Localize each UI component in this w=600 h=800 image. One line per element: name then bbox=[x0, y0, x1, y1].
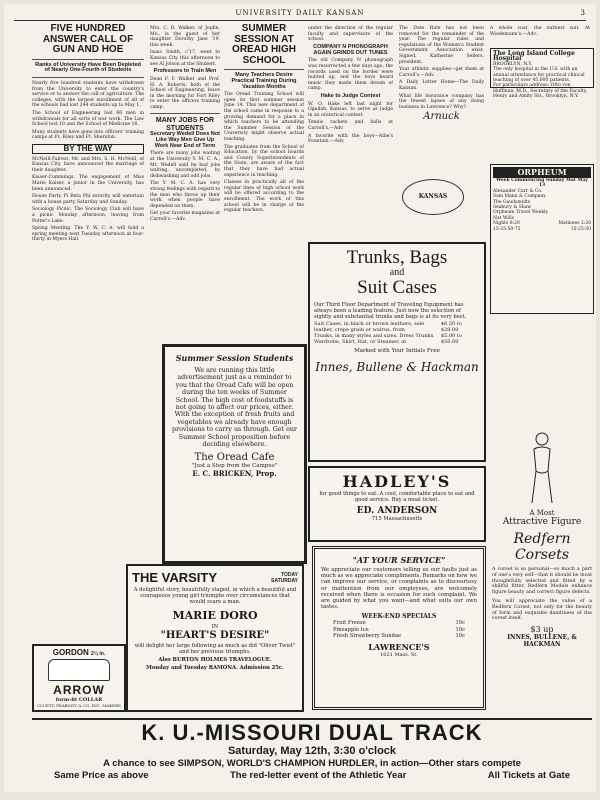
column-5 bbox=[399, 24, 484, 254]
track-meet-banner bbox=[32, 718, 592, 792]
trunks-title-and: and bbox=[389, 267, 405, 278]
column-2 bbox=[150, 24, 220, 334]
hospital-ad bbox=[490, 48, 594, 100]
advert-line: A Daily Letter Home—The Daily Kansan. bbox=[399, 80, 484, 91]
article-paragraph: The School of Engineering lost 66 men in withdrawals for all sorts of war work. The Law School lost 10 and the School of Medicine 16. bbox=[32, 111, 144, 128]
orpheum-act: Nat Wills bbox=[493, 215, 515, 221]
masthead bbox=[14, 6, 586, 21]
subhead-phonograph: COMPANY N PHONOGRAPH AGAIN GRINDS OUT TUNES bbox=[313, 43, 388, 56]
varsity-title: THE VARSITY bbox=[132, 570, 217, 585]
hospital-text: The only hospital in the U.S. with an annual attendance for practical clinical teaching of over 45,000 patients. bbox=[493, 67, 585, 84]
varsity-play: "HEART'S DESIRE" bbox=[160, 629, 270, 641]
advert-line: What life insurance company has the fewest lapses of any doing business in Lawrence? Why? bbox=[399, 93, 484, 110]
trunks-title: Trunks, Bags bbox=[346, 247, 448, 268]
social-item: McNeill-Fairest. Mr. and Mrs. S. H. McNeill, of Kansas City, have announced the marriage of their daughter. bbox=[32, 156, 144, 173]
column-1 bbox=[32, 24, 144, 634]
headline-five-hundred: FIVE HUNDRED ANSWER CALL OF GUN AND HOE bbox=[42, 24, 134, 55]
article-paragraph: Isaac Smith, c'17, went to Kansas City this afternoon to see Al Jolson at the Shubert. bbox=[150, 50, 220, 67]
orpheum-matinees: Matinees 2:20 bbox=[558, 221, 591, 227]
special-name: Pineapple Ice bbox=[333, 626, 369, 633]
varsity-star: MARIE DORO bbox=[172, 608, 258, 622]
article-paragraph: Mrs. C. R. Walker, of Joplin, Mo., is the guest of her daughter Dorothy Jane '19, this week. bbox=[150, 26, 220, 48]
orpheum-night-prices: 15-25-50-75 bbox=[493, 226, 521, 232]
hospital-subtitle: BROOKLYN, N.Y. bbox=[493, 61, 533, 67]
service-address: 1021 Mass. St. bbox=[380, 652, 418, 659]
article-paragraph: The Date Rule has not been removed for the remainder of the year. The regular rules and regulations of the Women's Student Government Association exist. Signed, Katherine Sellers, president. bbox=[399, 26, 484, 65]
subhead-ranks: Ranks of University Have Been Depleted of Nearly One-Fourth of Students bbox=[35, 61, 141, 74]
varsity-note: will delight her large following as much as did "Oliver Twist" and her previous triumphs. bbox=[134, 642, 296, 656]
column-6 bbox=[490, 24, 590, 48]
hadleys-title: HADLEY'S bbox=[342, 472, 452, 491]
page-number: 3 bbox=[580, 9, 586, 17]
social-item: House Party. Pi Beta Phi sorority will entertain with a house party Saturday and Sunday. bbox=[32, 194, 144, 205]
service-signature: LAWRENCE'S bbox=[368, 642, 430, 653]
trunks-item-label: Trunks, in many styles and sizes. Dress Trunks, Wardrobe, Skirt, Hat, or Steamer, at bbox=[314, 332, 435, 345]
subhead-professors: Professors to Train Men bbox=[153, 68, 217, 75]
orpheum-act: Alexander Carr & Co. bbox=[493, 188, 543, 194]
trunks-item bbox=[314, 321, 480, 333]
social-item: Spring Meeting. The Y. W. C. A. will hold a spring meeting next Tuesday afternoon at four-thirty in Myers Hall. bbox=[32, 226, 144, 243]
orpheum-matinee-prices: 15-25-50 bbox=[570, 226, 591, 232]
hospital-text: For particulars address: Otto von Huffman, M.D., Secretary of the Faculty, Henry and Amity Sts., Brooklyn, N.Y. bbox=[493, 83, 588, 100]
special-price: 10c bbox=[455, 626, 465, 633]
trunks-item-label: Suit Cases, in black or brown leathers, sole leather, crepe grain or walrus, from bbox=[314, 320, 425, 333]
article-paragraph: Nearly five hundred students have withdrawn from the University to enter the country's service or to answer the call of agriculture. The colleges, with the largest enrollment of all of the schools had lost 244 students up to May 1. bbox=[32, 81, 144, 109]
arrow-collar-ad bbox=[32, 644, 126, 712]
trunks-item bbox=[314, 333, 480, 345]
innes-body-2: You will appreciate the value of a Redfern Corset, not only for the beauty of form and exquisite daintiness of the corset itself. bbox=[492, 598, 592, 622]
article-paragraph: The old Company N phonograph was resurrected a few days ago, the records used on the border were hunted up, and the boys heard music they made them dream of camp. bbox=[308, 58, 393, 92]
article-paragraph: W. O. Hake left last night for Ogallah, Kansas, to serve as judge in an oratorical contest. bbox=[308, 101, 393, 118]
subhead-teachers: Many Teachers Desire Practical Training During Vacation Months bbox=[231, 72, 297, 90]
varsity-when: TODAY SATURDAY bbox=[271, 571, 298, 584]
article-paragraph: The Y. M. C. A. has very strong feelings with regard to the men who throw up their work when people have depended on them. bbox=[150, 181, 220, 209]
column-4 bbox=[308, 24, 393, 254]
banner-tickets: All Tickets at Gate bbox=[487, 770, 570, 781]
innes-headline-2: Attractive Figure bbox=[502, 517, 582, 527]
subhead-secretary: Secretary Wedell Does Not Like Way Men Give Up Work Near End of Term bbox=[150, 131, 220, 149]
trunks-marked: Marked with Your Initials Free bbox=[354, 347, 440, 354]
article-paragraph: The graduates from the School of Education, by the school boards and County Superintendents of the State, are aware of the fact that they have had actual experience in teaching. bbox=[224, 144, 304, 178]
subhead-hake: Hake to Judge Contest bbox=[320, 92, 381, 99]
newspaper-page bbox=[4, 4, 596, 792]
redfern-corset-ad bbox=[490, 429, 594, 719]
social-item: Sociology Picnic. The Sociology Club will have a picnic Monday afternoon, leaving from Potter's Lake. bbox=[32, 207, 144, 224]
trunks-item-price: $5.00 to $50.00 bbox=[440, 332, 462, 345]
oread-tagline: "Just a Step from the Campus" bbox=[191, 463, 278, 470]
oread-body: We are running this little advertisement just as a reminder to you that the Oread Cafe will be open during the ten weeks of Summer School. The high cost of foodstuffs is not going to affect our prices, either. With the exception of fresh fruits and vegetables we already have enough provisions to carry us through. Get our Summer School proposition before deciding elsewhere. bbox=[172, 367, 297, 449]
collar-icon bbox=[48, 659, 110, 681]
article-paragraph: There are many jobs waiting at the University Y. M. C. A., Mr. Wedell said he had jobs waiting, uncompleted, by dishwashing and odd jobs. bbox=[150, 151, 220, 179]
orpheum-act: The Gaudsmidts bbox=[493, 199, 531, 205]
varsity-body: A delightful story, beautifully staged, in which a beautiful and courageous young girl triumphs over circumstances that would scare a man. bbox=[133, 587, 297, 606]
trunks-signature: Innes, Bullene & Hackman bbox=[315, 359, 479, 374]
arrow-brand: ARROW bbox=[53, 683, 105, 697]
masthead-title: UNIVERSITY DAILY KANSAN bbox=[235, 9, 365, 17]
advert-line: Tennis rackets and balls at Carroll's.—Adv. bbox=[308, 120, 393, 132]
advert-line: A favorite with the boys—Allie's Fountain.—Adv. bbox=[308, 133, 393, 145]
trunks-title-suitcases: Suit Cases bbox=[357, 277, 437, 298]
column-3 bbox=[224, 24, 304, 334]
hadleys-address: 715 Massachusetts bbox=[371, 515, 423, 522]
special-item bbox=[321, 633, 477, 639]
article-paragraph: Dean F. F. Walker and Prof. H. A. Roberts, both of the School of Engineering, leave in the morning for Fort Riley to enter the officers training camp. bbox=[150, 76, 220, 110]
special-price: 10c bbox=[455, 632, 465, 639]
advert-line: A whole coat, the nattiest suit. At Wiedemann's.—Adv. bbox=[490, 26, 590, 37]
special-name: Fresh Strawberry Sundae bbox=[333, 632, 402, 639]
specials-title: WEEK-END SPECIALS bbox=[361, 613, 437, 621]
woman-figure-icon bbox=[522, 431, 562, 505]
varsity-also: Also BURTON HOLMES TRAVELOGUE. bbox=[158, 657, 272, 664]
oread-cafe-ad bbox=[162, 344, 307, 564]
orpheum-act: Seabury & Shaw bbox=[493, 205, 532, 211]
banner-price: Same Price as above bbox=[54, 770, 149, 781]
trunks-item-price: $6.50 to $20.00 bbox=[440, 320, 462, 333]
kansas-emblem-icon: KANSAS bbox=[402, 179, 464, 215]
advert-line: Your athletic supplies—get them at Carroll's.—Adv. bbox=[399, 67, 484, 78]
article-paragraph: The Oread Training School will open its first summer session June 14. This new department of the school came in response to a growing demand for a place in which teachers to be attending the Summer Session of the University might observe actual teaching. bbox=[224, 92, 304, 143]
hadleys-ad bbox=[308, 466, 486, 542]
orpheum-ad bbox=[490, 164, 594, 314]
orpheum-prices bbox=[493, 227, 591, 232]
arrow-tagline: form-fit COLLAR bbox=[55, 697, 103, 703]
innes-price: $3 up bbox=[530, 625, 554, 635]
orpheum-act: Orpheum Travel Weekly bbox=[493, 210, 549, 216]
varsity-header bbox=[132, 570, 298, 585]
innes-body: A corset is so personal—so much a part of one's very self—that it should be most thoughtfully selected and fitted by a skillful fitter. Redfern Models enhance figure beauty and correct figure defects. bbox=[492, 567, 592, 596]
varsity-admission: Monday and Tuesday RAMONA. Admission 25c. bbox=[146, 665, 284, 672]
article-paragraph: under the direction of the regular faculty and supervisors of the school. bbox=[308, 26, 393, 43]
signature-script: Arnuck bbox=[423, 111, 460, 123]
innes-signature: INNES, BULLENE, & HACKMAN bbox=[507, 634, 577, 649]
headline-summer-session: SUMMER SESSION AT OREAD HIGH SCHOOL bbox=[232, 24, 296, 66]
hospital-title: The Long Island College Hospital bbox=[493, 50, 575, 63]
varsity-ad bbox=[126, 564, 304, 712]
gordon-name: GORDON 2¼ in. bbox=[52, 648, 106, 657]
hadleys-owner: ED. ANDERSON bbox=[356, 505, 438, 516]
varsity-in: IN bbox=[211, 623, 219, 630]
orpheum-title: ORPHEUM bbox=[493, 167, 591, 178]
special-name: Fruit Freeze bbox=[333, 620, 366, 627]
innes-headline-1: A Most bbox=[529, 509, 555, 517]
banner-event: The red-letter event of the Athletic Year bbox=[230, 770, 407, 781]
article-paragraph: Classes in practically all of the regular lines of high school work will be offered according to the enrollment. The work of this school will be in charge of the regular teachers. bbox=[224, 180, 304, 214]
oread-name: The Oread Cafe bbox=[194, 452, 275, 464]
advert-line: Get your favorite magazine at Carroll's.—Adv. bbox=[150, 211, 220, 222]
article-paragraph: Many students have gone into officers' training camps at Ft. Riley and Ft. Sheridan. bbox=[32, 129, 144, 141]
orpheum-nights: Nights 8:20 bbox=[493, 221, 520, 227]
orpheum-subtitle: Week Commencing Sunday Mat May 13 bbox=[496, 178, 588, 189]
orpheum-act: Sam Mann & Company bbox=[493, 194, 546, 200]
by-the-way-header: BY THE WAY bbox=[32, 144, 144, 154]
special-price: 10c bbox=[455, 620, 465, 627]
redfern-brand: Redfern Corsets bbox=[513, 531, 571, 563]
banner-headline: K. U.-MISSOURI DUAL TRACK bbox=[141, 720, 483, 745]
hadleys-body: for good things to eat. A cool, comfortable place to eat and good service. Buy a meal ticket. bbox=[319, 491, 475, 504]
social-item: Kaiser-Cummings. The engagement of Miss Marie Kaiser, a junior in the University, has been announced. bbox=[32, 175, 144, 192]
service-title: "AT YOUR SERVICE" bbox=[352, 555, 446, 565]
banner-chance: A chance to see SIMPSON, WORLD'S CHAMPION HURDLER, in action—Other stars compete bbox=[103, 758, 521, 769]
arrow-maker: CLUETT, PEABODY & CO. INC. MAKERS bbox=[37, 703, 121, 708]
trunks-body: Our Third Floor Department of Traveling Equipment has always been a leading feature. Just now the selection of sightly and substantial trunks and bags is at its very best. bbox=[314, 302, 467, 321]
oread-owner: E. C. BRICKEN, Prop. bbox=[192, 469, 277, 479]
oread-title: Summer Session Students bbox=[175, 353, 294, 363]
headline-many-jobs: MANY JOBS FOR STUDENTS bbox=[155, 117, 215, 132]
banner-date: Saturday, May 12th, 3:30 o'clock bbox=[227, 745, 397, 757]
trunks-ad bbox=[308, 242, 486, 462]
service-body: We appreciate our customers telling us our faults just as much as we appreciate compliments. Remarks on how we can improve our service, or complaints as to discourtesy or inattention from our employees, are welcomely received when there is occasion for such complaint. We are guided by what you want—and what suits our own tastes. bbox=[321, 567, 477, 611]
banner-footer bbox=[32, 770, 592, 782]
lawrences-ad bbox=[312, 546, 486, 710]
